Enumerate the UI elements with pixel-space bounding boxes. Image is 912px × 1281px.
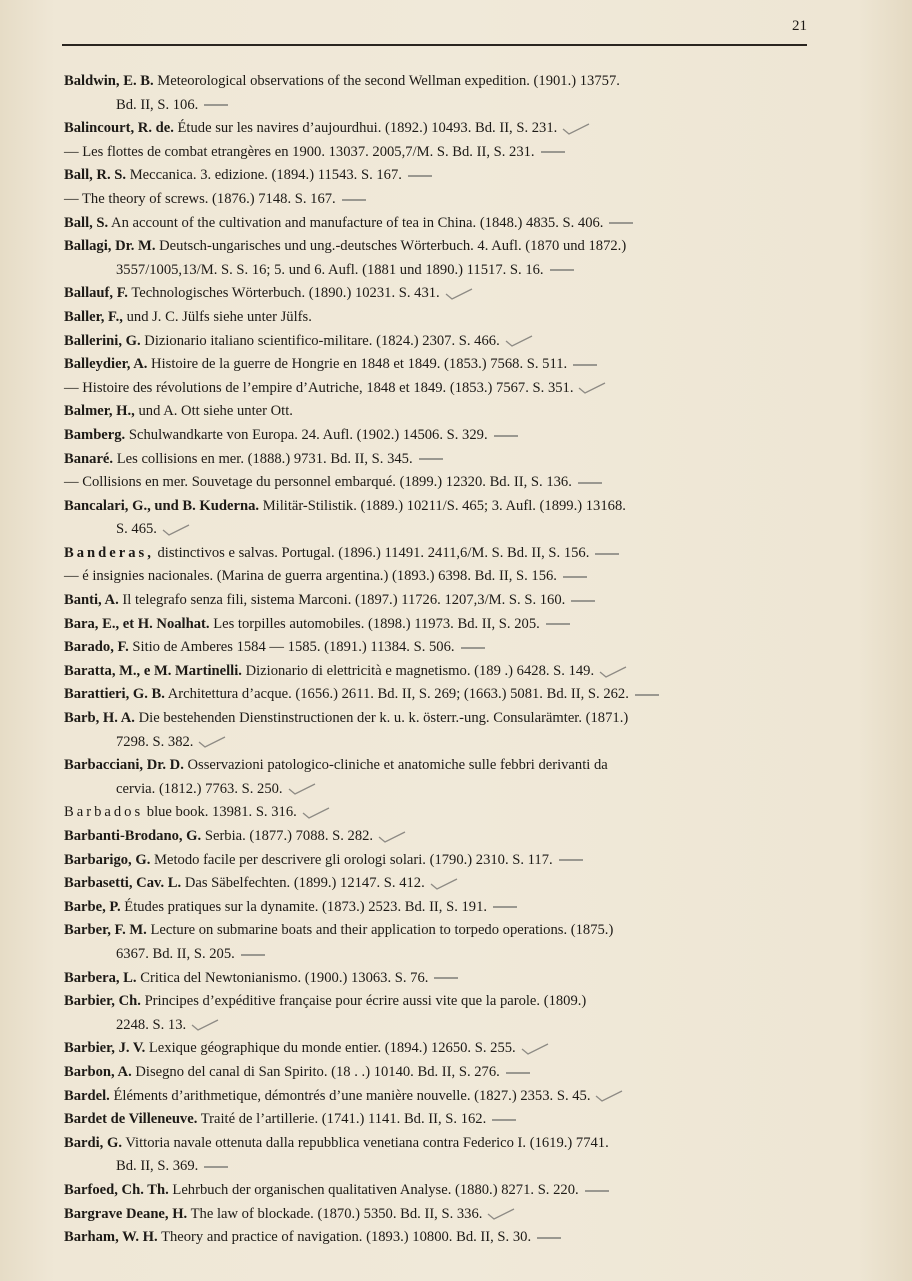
bibliography-entry bbox=[64, 495, 842, 542]
entry-text: — Les flottes de combat etrangères en 1900. 13037. 2005,7/M. S. Bd. II, S. 231. bbox=[64, 143, 535, 160]
author-name: Barado, F. bbox=[64, 639, 129, 656]
bibliography-entry bbox=[64, 565, 842, 589]
bibliography-entry bbox=[64, 801, 842, 825]
bibliography-entry bbox=[64, 896, 842, 920]
author-name: Bara, E., et H. Noalhat. bbox=[64, 615, 210, 632]
entry-text: Lecture on submarine boats and their application to torpedo operations. (1875.) bbox=[150, 922, 614, 939]
entry-line bbox=[64, 967, 842, 991]
pencil-check-mark-icon bbox=[520, 1043, 550, 1055]
entry-text: Metodo facile per descrivere gli orologi solari. (1790.) 2310. S. 117. bbox=[154, 851, 553, 868]
entry-text: Lexique géographique du monde entier. (1894.) 12650. S. 255. bbox=[148, 1040, 516, 1057]
pencil-dash-mark-icon bbox=[541, 151, 565, 153]
entry-text: — é insignies nacionales. (Marina de guerra argentina.) (1893.) 6398. Bd. II, S. 156. bbox=[64, 568, 557, 585]
bibliography-entry bbox=[64, 919, 842, 966]
entry-text: Principes d’expéditive française pour écrire aussi vite que la parole. (1809.) bbox=[144, 993, 587, 1010]
entry-line bbox=[64, 424, 842, 448]
bibliography-entry bbox=[64, 1085, 842, 1109]
entry-text: Il telegrafo senza fili, sistema Marconi. (1897.) 11726. 1207,3/M. S. S. 160. bbox=[122, 592, 566, 609]
entry-line bbox=[64, 212, 842, 236]
pencil-check-mark-icon bbox=[377, 831, 407, 843]
entry-text: Serbia. (1877.) 7088. S. 282. bbox=[204, 828, 374, 844]
bibliography-entry bbox=[64, 1132, 842, 1179]
pencil-dash-mark-icon bbox=[204, 1166, 228, 1168]
bibliography-entry bbox=[64, 306, 842, 330]
entry-line bbox=[64, 565, 842, 589]
author-name: Barbon, A. bbox=[64, 1063, 132, 1080]
pencil-dash-mark-icon bbox=[595, 553, 619, 555]
entry-text: Les collisions en mer. (1888.) 9731. Bd. II, S. 345. bbox=[116, 450, 413, 467]
pencil-dash-mark-icon bbox=[506, 1072, 530, 1074]
entry-text: und A. Ott siehe unter Ott. bbox=[138, 403, 293, 420]
pencil-dash-mark-icon bbox=[550, 269, 574, 271]
entry-line bbox=[64, 872, 842, 896]
entry-line bbox=[64, 188, 842, 212]
entry-line bbox=[64, 1085, 842, 1109]
entry-text: Études pratiques sur la dynamite. (1873.) 2523. Bd. II, S. 191. bbox=[124, 898, 488, 915]
bibliography-entry bbox=[64, 448, 842, 472]
entry-line bbox=[64, 306, 842, 330]
author-name: Bancalari, G., und B. Kuderna. bbox=[64, 497, 260, 514]
entry-line bbox=[64, 282, 842, 306]
entry-line bbox=[64, 1132, 842, 1156]
entry-text: und J. C. Jülfs siehe unter Jülfs. bbox=[126, 308, 312, 325]
author-name: Barber, F. M. bbox=[64, 922, 147, 939]
author-name: Barbacciani, Dr. D. bbox=[64, 757, 184, 774]
entry-text: Dizionario di elettricità e magnetismo. (189 .) 6428. S. 149. bbox=[245, 662, 595, 679]
entry-text: — Histoire des révolutions de l’empire d’Autriche, 1848 et 1849. (1853.) 7567. S. 351. bbox=[64, 379, 574, 396]
pencil-dash-mark-icon bbox=[492, 1119, 516, 1121]
bibliography-entry bbox=[64, 471, 842, 495]
pencil-check-mark-icon bbox=[287, 783, 317, 795]
entry-text: Technologisches Wörterbuch. (1890.) 10231. S. 431. bbox=[131, 285, 440, 302]
pencil-check-mark-icon bbox=[301, 807, 331, 819]
pencil-check-mark-icon bbox=[190, 1019, 220, 1031]
bibliography-entry bbox=[64, 660, 842, 684]
entry-line bbox=[64, 990, 842, 1014]
entry-text: 7298. S. 382. bbox=[116, 733, 194, 750]
entry-line bbox=[64, 495, 842, 519]
author-name: Bardet de Villeneuve. bbox=[64, 1111, 198, 1128]
bibliography-entry bbox=[64, 212, 842, 236]
entry-text: blue book. 13981. S. 316. bbox=[146, 804, 297, 821]
pencil-check-mark-icon bbox=[594, 1090, 624, 1102]
bibliography-entry bbox=[64, 424, 842, 448]
bibliography-entry bbox=[64, 117, 842, 141]
pencil-check-mark-icon bbox=[429, 878, 459, 890]
author-name: Ball, R. S. bbox=[64, 167, 127, 184]
author-name: Barbera, L. bbox=[64, 969, 137, 986]
bibliography-entry bbox=[64, 613, 842, 637]
bibliography-entry bbox=[64, 1061, 842, 1085]
bibliography-entry bbox=[64, 636, 842, 660]
entry-text: Theory and practice of navigation. (1893.) 10800. Bd. II, S. 30. bbox=[161, 1229, 532, 1246]
entry-text: Osservazioni patologico-cliniche et anatomiche sulle febbri derivanti da bbox=[187, 757, 608, 774]
bibliography-entry bbox=[64, 990, 842, 1037]
pencil-dash-mark-icon bbox=[241, 954, 265, 956]
entry-line bbox=[64, 683, 842, 707]
entry-line bbox=[64, 400, 842, 424]
author-name: Banti, A. bbox=[64, 592, 119, 609]
pencil-dash-mark-icon bbox=[585, 1190, 609, 1192]
author-name: Balincourt, R. de. bbox=[64, 120, 174, 137]
entry-line bbox=[64, 353, 842, 377]
author-name: Baldwin, E. B. bbox=[64, 73, 154, 89]
author-name: Barbados bbox=[64, 804, 144, 821]
entry-text: Deutsch-ungarisches und ung.-deutsches Wörterbuch. 4. Aufl. (1870 und 1872.) bbox=[159, 238, 627, 255]
author-name: Barbarigo, G. bbox=[64, 851, 151, 868]
entry-line bbox=[64, 896, 842, 920]
author-name: Barbier, Ch. bbox=[64, 993, 141, 1010]
entry-line bbox=[64, 117, 842, 141]
entry-text: Die bestehenden Dienstinstructionen der k. u. k. österr.-ung. Consularämter. (1871.) bbox=[138, 710, 629, 727]
pencil-check-mark-icon bbox=[577, 382, 607, 394]
bibliography-entry bbox=[64, 235, 842, 282]
bibliography-list bbox=[64, 70, 842, 1250]
author-name: Barbanti-Brodano, G. bbox=[64, 828, 202, 844]
bibliography-entry bbox=[64, 188, 842, 212]
pencil-dash-mark-icon bbox=[546, 623, 570, 625]
bibliography-entry bbox=[64, 707, 842, 754]
entry-text: Vittoria navale ottenuta dalla repubblica venetiana contra Federico I. (1619.) 7741. bbox=[125, 1134, 609, 1151]
bibliography-entry bbox=[64, 1037, 842, 1061]
author-name: Barfoed, Ch. Th. bbox=[64, 1181, 169, 1198]
entry-text: Bd. II, S. 369. bbox=[116, 1158, 199, 1175]
entry-line bbox=[64, 825, 842, 849]
bibliography-entry bbox=[64, 1226, 842, 1250]
bibliography-entry bbox=[64, 1203, 842, 1227]
entry-line bbox=[64, 636, 842, 660]
entry-line bbox=[64, 377, 842, 401]
entry-text: Sitio de Amberes 1584 — 1585. (1891.) 11384. S. 506. bbox=[132, 639, 455, 656]
entry-text: Meteorological observations of the second Wellman expedition. (1901.) 13757. bbox=[157, 73, 620, 89]
bibliography-entry bbox=[64, 967, 842, 991]
entry-text: Architettura d’acque. (1656.) 2611. Bd. II, S. 269; (1663.) 5081. Bd. II, S. 262. bbox=[167, 686, 629, 703]
pencil-dash-mark-icon bbox=[578, 482, 602, 484]
entry-text: — Collisions en mer. Souvetage du personnel embarqué. (1899.) 12320. Bd. II, S. 136. bbox=[64, 474, 572, 491]
author-name: Ballagi, Dr. M. bbox=[64, 238, 156, 255]
bibliography-entry bbox=[64, 400, 842, 424]
entry-text: Lehrbuch der organischen qualitativen Analyse. (1880.) 8271. S. 220. bbox=[172, 1181, 579, 1198]
entry-line bbox=[64, 1037, 842, 1061]
author-name: Banaré. bbox=[64, 450, 114, 467]
bibliography-entry bbox=[64, 754, 842, 801]
entry-line bbox=[64, 589, 842, 613]
bibliography-entry bbox=[64, 683, 842, 707]
pencil-dash-mark-icon bbox=[493, 906, 517, 908]
pencil-dash-mark-icon bbox=[573, 364, 597, 366]
author-name: Bardi, G. bbox=[64, 1134, 122, 1151]
entry-line bbox=[64, 919, 842, 943]
bibliography-entry bbox=[64, 70, 842, 117]
pencil-check-mark-icon bbox=[598, 666, 628, 678]
entry-continuation-line bbox=[64, 1155, 842, 1179]
bibliography-entry bbox=[64, 589, 842, 613]
pencil-check-mark-icon bbox=[197, 736, 227, 748]
pencil-dash-mark-icon bbox=[434, 977, 458, 979]
pencil-dash-mark-icon bbox=[571, 600, 595, 602]
pencil-dash-mark-icon bbox=[559, 859, 583, 861]
page-number: 21 bbox=[792, 18, 807, 34]
entry-text: Éléments d’arithmetique, démontrés d’une manière nouvelle. (1827.) 2353. S. 45. bbox=[113, 1087, 591, 1104]
entry-text: Traité de l’artillerie. (1741.) 1141. Bd. II, S. 162. bbox=[200, 1111, 487, 1128]
author-name: Baller, F., bbox=[64, 308, 123, 325]
entry-line bbox=[64, 1061, 842, 1085]
entry-line bbox=[64, 801, 842, 825]
entry-text: 2248. S. 13. bbox=[116, 1016, 187, 1033]
bibliography-entry bbox=[64, 377, 842, 401]
entry-line bbox=[64, 330, 842, 354]
entry-line bbox=[64, 849, 842, 873]
entry-line bbox=[64, 660, 842, 684]
author-name: Bamberg. bbox=[64, 426, 126, 443]
entry-continuation-line bbox=[64, 1014, 842, 1038]
bibliography-entry bbox=[64, 164, 842, 188]
author-name: Bardel. bbox=[64, 1087, 110, 1104]
entry-text: Bd. II, S. 106. bbox=[116, 96, 199, 113]
bibliography-entry bbox=[64, 849, 842, 873]
pencil-dash-mark-icon bbox=[635, 694, 659, 696]
entry-line bbox=[64, 1226, 842, 1250]
entry-continuation-line bbox=[64, 943, 842, 967]
entry-text: — The theory of screws. (1876.) 7148. S. 167. bbox=[64, 190, 336, 207]
entry-text: Les torpilles automobiles. (1898.) 11973. Bd. II, S. 205. bbox=[213, 615, 540, 632]
entry-text: The law of blockade. (1870.) 5350. Bd. II, S. 336. bbox=[190, 1205, 483, 1222]
pencil-check-mark-icon bbox=[561, 123, 591, 135]
header-rule bbox=[62, 44, 807, 46]
entry-text: distinctivos e salvas. Portugal. (1896.) 11491. 2411,6/M. S. Bd. II, S. 156. bbox=[157, 544, 590, 561]
pencil-check-mark-icon bbox=[486, 1208, 516, 1220]
author-name: Ballauf, F. bbox=[64, 285, 128, 302]
author-name: Ball, S. bbox=[64, 214, 109, 231]
pencil-check-mark-icon bbox=[444, 288, 474, 300]
entry-text: S. 465. bbox=[116, 521, 157, 538]
entry-line bbox=[64, 471, 842, 495]
entry-text: cervia. (1812.) 7763. S. 250. bbox=[116, 780, 283, 797]
entry-continuation-line bbox=[64, 518, 842, 542]
pencil-check-mark-icon bbox=[161, 524, 191, 536]
entry-line bbox=[64, 1203, 842, 1227]
entry-text: Schulwandkarte von Europa. 24. Aufl. (1902.) 14506. S. 329. bbox=[128, 426, 488, 443]
author-name: Barb, H. A. bbox=[64, 710, 135, 727]
pencil-dash-mark-icon bbox=[609, 222, 633, 224]
author-name: Barbe, P. bbox=[64, 898, 121, 915]
author-name: Banderas, bbox=[64, 544, 154, 561]
entry-line bbox=[64, 754, 842, 778]
bibliography-entry bbox=[64, 330, 842, 354]
pencil-dash-mark-icon bbox=[563, 576, 587, 578]
bibliography-entry bbox=[64, 872, 842, 896]
entry-line bbox=[64, 707, 842, 731]
entry-line bbox=[64, 613, 842, 637]
entry-text: Étude sur les navires d’aujourdhui. (1892.) 10493. Bd. II, S. 231. bbox=[177, 120, 558, 137]
bibliography-entry bbox=[64, 1179, 842, 1203]
pencil-dash-mark-icon bbox=[461, 647, 485, 649]
entry-text: 6367. Bd. II, S. 205. bbox=[116, 945, 235, 962]
author-name: Balmer, H., bbox=[64, 403, 135, 420]
entry-line bbox=[64, 164, 842, 188]
bibliography-entry bbox=[64, 1108, 842, 1132]
entry-text: Disegno del canal di San Spirito. (18 . .) 10140. Bd. II, S. 276. bbox=[135, 1063, 500, 1080]
entry-text: Critica del Newtonianismo. (1900.) 13063. S. 76. bbox=[140, 969, 429, 986]
entry-line bbox=[64, 1179, 842, 1203]
entry-text: Militär-Stilistik. (1889.) 10211/S. 465; 3. Aufl. (1899.) 13168. bbox=[262, 497, 626, 514]
author-name: Barbasetti, Cav. L. bbox=[64, 875, 182, 892]
author-name: Barbier, J. V. bbox=[64, 1040, 146, 1057]
pencil-dash-mark-icon bbox=[342, 199, 366, 201]
bibliography-entry bbox=[64, 542, 842, 566]
pencil-dash-mark-icon bbox=[408, 175, 432, 177]
pencil-dash-mark-icon bbox=[494, 435, 518, 437]
pencil-dash-mark-icon bbox=[537, 1237, 561, 1239]
entry-text: An account of the cultivation and manufacture of tea in China. (1848.) 4835. S. 406. bbox=[111, 214, 604, 231]
author-name: Barham, W. H. bbox=[64, 1229, 158, 1246]
entry-continuation-line bbox=[64, 731, 842, 755]
entry-line bbox=[64, 235, 842, 259]
entry-text: 3557/1005,13/M. S. S. 16; 5. und 6. Aufl. (1881 und 1890.) 11517. S. 16. bbox=[116, 261, 544, 278]
entry-text: Das Säbelfechten. (1899.) 12147. S. 412. bbox=[184, 875, 425, 892]
entry-continuation-line bbox=[64, 259, 842, 283]
entry-line bbox=[64, 448, 842, 472]
entry-text: Meccanica. 3. edizione. (1894.) 11543. S. 167. bbox=[129, 167, 402, 184]
author-name: Ballerini, G. bbox=[64, 332, 141, 349]
author-name: Baratta, M., e M. Martinelli. bbox=[64, 662, 242, 679]
pencil-dash-mark-icon bbox=[204, 104, 228, 106]
pencil-check-mark-icon bbox=[504, 335, 534, 347]
entry-line bbox=[64, 1108, 842, 1132]
bibliography-entry bbox=[64, 353, 842, 377]
entry-line bbox=[64, 70, 842, 94]
bibliography-entry bbox=[64, 825, 842, 849]
entry-text: Dizionario italiano scientifico-militare. (1824.) 2307. S. 466. bbox=[144, 332, 500, 349]
author-name: Bargrave Deane, H. bbox=[64, 1205, 188, 1222]
author-name: Barattieri, G. B. bbox=[64, 686, 165, 703]
entry-continuation-line bbox=[64, 94, 842, 118]
entry-text: Histoire de la guerre de Hongrie en 1848 et 1849. (1853.) 7568. S. 511. bbox=[151, 356, 568, 373]
bibliography-entry bbox=[64, 141, 842, 165]
author-name: Balleydier, A. bbox=[64, 356, 148, 373]
bibliography-entry bbox=[64, 282, 842, 306]
entry-line bbox=[64, 542, 842, 566]
entry-line bbox=[64, 141, 842, 165]
pencil-dash-mark-icon bbox=[419, 458, 443, 460]
entry-continuation-line bbox=[64, 778, 842, 802]
